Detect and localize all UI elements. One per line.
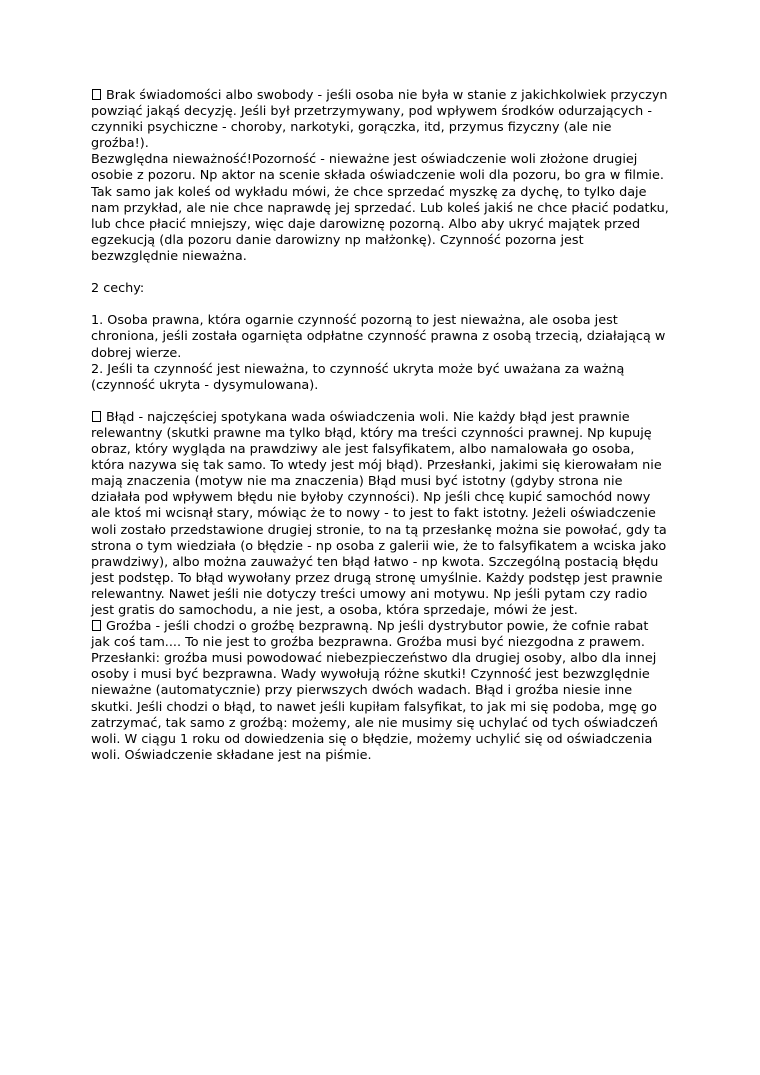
blank-line [91, 265, 681, 281]
text-line: powziąć jakąś decyzję. Jeśli był przetrzymywany, pod wpływem środków odurzających - [91, 104, 652, 120]
text-line: która nazywa się tak samo. To wtedy jest mój błąd). Przesłanki, jakimi się kierowałam nie [91, 458, 662, 474]
text-line: 1. Osoba prawna, która ogarnie czynność pozorną to jest nieważna, ale osoba jest [91, 313, 618, 329]
text-line: osoby i musi być bezprawna. Wady wywołują różne skutki! Czynność jest bezwzględnie [91, 667, 650, 683]
text-line: Bezwględna nieważność!Pozorność - nieważne jest oświadczenie woli złożone drugiej [91, 152, 638, 168]
text-line: prawdziwy), albo można zauważyć ten błąd łatwo - np kwota. Szczególną postacią błędu [91, 554, 659, 570]
paragraph [91, 410, 681, 619]
blank-line [91, 394, 681, 410]
text-line: skutki. Jeśli chodzi o błąd, to nawet jeśli kupiłam falsyfikat, to jak mi się podoba, mgę go [91, 699, 657, 715]
text-line: egzekucją (dla pozoru danie darowizny np małżonkę). Czynność pozorna jest [91, 232, 584, 248]
text-line: relewantny. Nawet jeśli nie dotyczy treści umowy ani motywu. Np jeśli pytam czy radio [91, 586, 648, 602]
text-line: nieważne (automatycznie) przy pierwszych dwóch wadach. Błąd i groźba niesie inne [91, 683, 633, 699]
text-line: Przesłanki: groźba musi powodować niebezpieczeństwo dla drugiej osoby, albo dla innej [91, 651, 657, 667]
text-line: Groźba - jeśli chodzi o groźbę bezprawną. Np jeśli dystrybutor powie, że cofnie rabat [91, 619, 681, 635]
text-line: Brak świadomości albo swobody - jeśli osoba nie była w stanie z jakichkolwiek przyczyn [91, 88, 681, 104]
paragraph [91, 619, 681, 764]
text-line: działała pod wpływem błędu nie byłoby czynności). Np jeśli chcę kupić samochód nowy [91, 490, 651, 506]
text-line: osobie z pozoru. Np aktor na scenie składa oświadczenie woli dla pozoru, bo gra w filmie. [91, 168, 664, 184]
text-line: zatrzymać, tak samo z groźbą: możemy, ale nie musimy się uchylać od tych oświadczeń [91, 715, 659, 731]
text-line: nam przykład, ale nie chce naprawdę jej sprzedać. Lub koleś jakiś ne chce płacić podatku, [91, 200, 669, 216]
text-line: ale ktoś mi wcisnął stary, mówiąc że to nowy - to jest to fakt istotny. Jeżeli oświadczenie [91, 506, 656, 522]
text-line: strona o tym wiedziała (o błędzie - np osoba z galerii wie, że to falsyfikatem a wciska jako [91, 538, 667, 554]
text-line: czynniki psychiczne - choroby, narkotyki, gorączka, itd, przymus fizyczny (ale nie [91, 120, 612, 136]
missing-glyph-box-icon [92, 89, 101, 100]
text-line: groźba!). [91, 136, 149, 152]
text-line: woli. Oświadczenie składane jest na piśmie. [91, 747, 372, 763]
document-body [91, 88, 681, 764]
paragraph [91, 88, 681, 265]
text-line: jest gratis do samochodu, a nie jest, a osoba, która sprzedaje, mówi że jest. [91, 603, 578, 618]
blank-line [91, 297, 681, 313]
text-line: Błąd - najczęściej spotykana wada oświadczenia woli. Nie każdy błąd jest prawnie [91, 410, 681, 426]
text-line: chroniona, jeśli została ogarnięta odpłatne czynność prawna z osobą trzecią, działającą w [91, 329, 666, 345]
text-line: obraz, który wygląda na prawdziwy ale jest falsyfikatem, albo namalowała go osoba, [91, 442, 635, 458]
missing-glyph-box-icon [92, 620, 101, 631]
text-line: woli. W ciągu 1 roku od dowiedzenia się o błędzie, możemy uchylić się od oświadczenia [91, 731, 653, 747]
text-line: woli zostało przedstawione drugiej stronie, to na tą przesłankę można sie powołać, gdy ta [91, 522, 667, 538]
text-line: (czynność ukryta - dysymulowana). [91, 377, 319, 393]
missing-glyph-box-icon [92, 411, 101, 422]
paragraph [91, 281, 681, 297]
text-line: bezwzględnie nieważna. [91, 248, 247, 264]
text-line: jest podstęp. To błąd wywołany przez drugą stronę umyślnie. Każdy podstęp jest prawnie [91, 570, 663, 586]
paragraph [91, 313, 681, 393]
text-line: Tak samo jak koleś od wykładu mówi, że chce sprzedać myszkę za dychę, to tylko daje [91, 184, 647, 200]
text-line: mają znaczenia (motyw nie ma znaczenia) Błąd musi być istotny (gdyby strona nie [91, 474, 623, 490]
text-line: jak coś tam.... To nie jest to groźba bezprawna. Groźba musi być niezgodna z prawem. [91, 635, 645, 651]
text-line: relewantny (skutki prawne ma tylko błąd, który ma treści czynności prawnej. Np kupuję [91, 425, 652, 441]
text-line: lub chce płacić mniejszy, więc daje darowiznę pozorną. Albo aby ukryć majątek przed [91, 216, 641, 232]
text-line: 2 cechy: [91, 281, 145, 297]
text-line: dobrej wierze. [91, 345, 182, 361]
text-line: 2. Jeśli ta czynność jest nieważna, to czynność ukryta może być uważana za ważną [91, 361, 625, 377]
